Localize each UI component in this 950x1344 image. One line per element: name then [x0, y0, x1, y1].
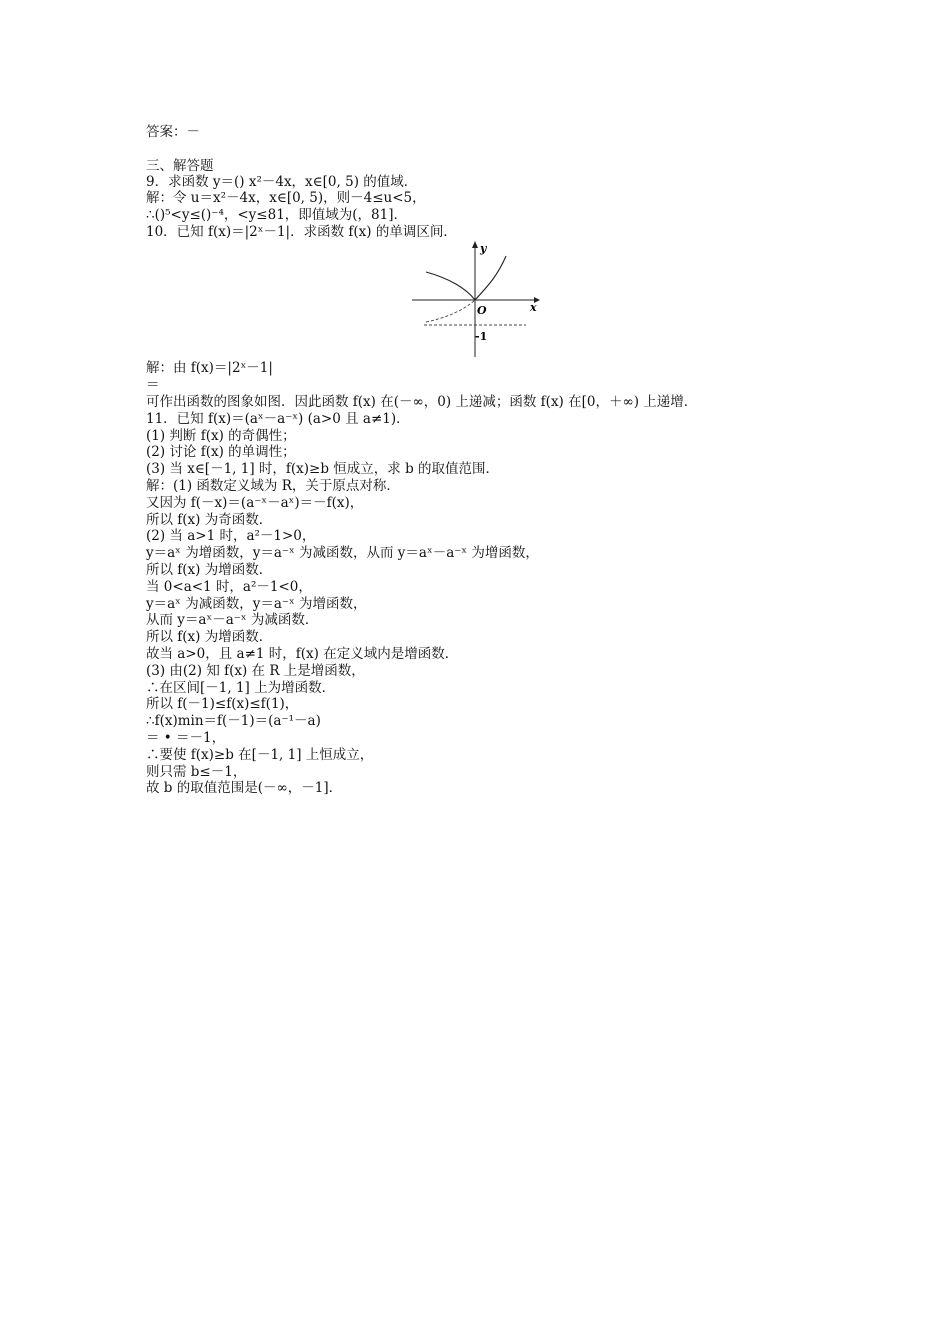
asymptote-value-label: -1 [475, 330, 488, 343]
problem-11-solution-line-5: y＝aˣ 为增函数，y＝a⁻ˣ 为减函数，从而 y＝aˣ－a⁻ˣ 为增函数， [146, 545, 539, 561]
problem-11-solution-line-11: 故当 a>0，且 a≠1 时，f(x) 在定义域内是增函数． [146, 646, 459, 662]
function-graph-figure [408, 240, 544, 360]
problem-11-solution-line-10: 所以 f(x) 为增函数． [146, 629, 273, 645]
function-graph-svg [408, 240, 544, 360]
problem-11-solution-line-8: y＝aˣ 为减函数，y＝a⁻ˣ 为增函数， [146, 596, 367, 612]
problem-11-solution-line-13: ∴在区间[－1, 1] 上为增函数． [146, 680, 336, 696]
curve-right-branch [475, 256, 506, 300]
problem-11-solution-line-15: ∴f(x)min＝f(－1)＝(a⁻¹－a) [146, 713, 321, 729]
problem-10-question: 10．已知 f(x)＝|2ˣ－1|．求函数 f(x) 的单调区间． [146, 224, 457, 240]
problem-10-solution-line-1: 解：由 f(x)＝|2ˣ－1| [146, 360, 273, 376]
section-heading: 三、解答题 [146, 158, 214, 174]
problem-11-solution-line-19: 故 b 的取值范围是(－∞，－1]． [146, 780, 343, 796]
problem-11-question: 11．已知 f(x)＝(aˣ－a⁻ˣ) (a>0 且 a≠1)． [146, 411, 410, 427]
y-axis-label: y [480, 242, 487, 255]
problem-11-solution-line-14: 所以 f(－1)≤f(x)≤f(1)， [146, 696, 299, 712]
problem-9-question: 9．求函数 y＝() x²－4x，x∈[0, 5) 的值域． [146, 174, 418, 190]
problem-11-solution-line-16: ＝ • ＝－1， [146, 730, 226, 746]
problem-11-solution-line-17: ∴要使 f(x)≥b 在[－1, 1] 上恒成立， [146, 747, 374, 763]
problem-11-solution-line-3: 所以 f(x) 为奇函数． [146, 512, 273, 528]
problem-11-solution-line-6: 所以 f(x) 为增函数． [146, 562, 273, 578]
problem-11-part-3: (3) 当 x∈[－1, 1] 时，f(x)≥b 恒成立，求 b 的取值范围． [146, 461, 500, 477]
problem-10-conclusion: 可作出函数的图象如图．因此函数 f(x) 在(－∞，0) 上递减；函数 f(x) 在[0，＋∞) 上递增． [146, 394, 698, 410]
x-axis-label: x [530, 301, 537, 314]
problem-10-solution-line-2: ＝ [146, 377, 160, 393]
curve-left-branch [426, 272, 475, 300]
y-axis-arrow-icon [472, 241, 478, 248]
problem-11-solution-line-2: 又因为 f(－x)＝(a⁻ˣ－aˣ)＝－f(x)， [146, 495, 364, 511]
problem-11-solution-line-4: (2) 当 a>1 时，a²－1>0， [146, 528, 316, 544]
problem-9-solution-line-1: 解：令 u＝x²－4x，x∈[0, 5)，则－4≤u<5， [146, 190, 426, 206]
origin-label: O [477, 304, 487, 317]
problem-11-solution-line-7: 当 0<a<1 时，a²－1<0， [146, 579, 312, 595]
problem-11-solution-line-1: 解：(1) 函数定义域为 R，关于原点对称． [146, 478, 400, 494]
problem-9-solution-line-2: ∴()⁵<y≤()⁻⁴，<y≤81，即值域为(，81]． [146, 207, 407, 223]
reflected-curve-dashed [426, 300, 475, 322]
problem-11-part-2: (2) 讨论 f(x) 的单调性； [146, 444, 296, 460]
problem-11-solution-line-18: 则只需 b≤－1， [146, 764, 247, 780]
problem-11-solution-line-9: 从而 y＝aˣ－a⁻ˣ 为减函数． [146, 612, 319, 628]
problem-11-part-1: (1) 判断 f(x) 的奇偶性； [146, 428, 296, 444]
problem-11-solution-line-12: (3) 由(2) 知 f(x) 在 R 上是增函数， [146, 663, 365, 679]
answer-line: 答案：－ [146, 124, 200, 140]
